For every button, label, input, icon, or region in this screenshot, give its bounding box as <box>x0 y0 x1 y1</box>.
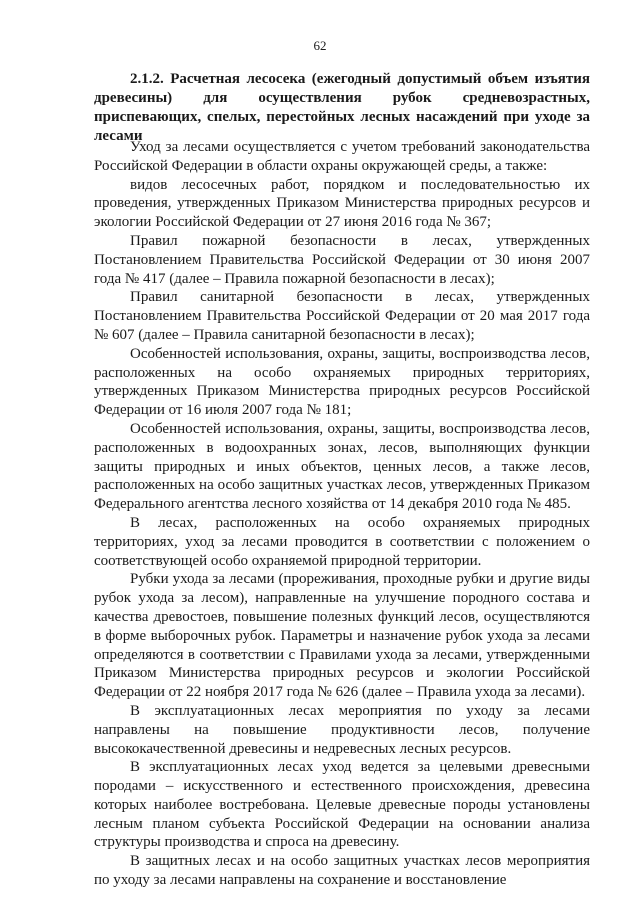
paragraph: В эксплуатационных лесах уход ведется за целевыми древесными породами – искусственного и естественного происхождения, древесина которых наиболее востребована. Целевые древесные породы установлены лесным планом субъекта Российской Федерации на основании анализа структуры производства и спроса на древесину. <box>94 759 590 851</box>
section-heading: 2.1.2. Расчетная лесосека (ежегодный допустимый объем изъятия древесины) для осуществления рубок средневозрастных, приспевающих, спелых, перестойных лесных насаждений при уходе за лесами <box>94 71 590 144</box>
paragraph: В эксплуатационных лесах мероприятия по уходу за лесами направлены на повышение продуктивности лесов, получение высококачественной древесины и недревесных лесных ресурсов. <box>94 702 590 757</box>
paragraph: Правил пожарной безопасности в лесах, утвержденных Постановлением Правительства Российской Федерации от 30 июня 2007 года № 417 (далее – Правила пожарной безопасности в лесах); <box>94 232 590 287</box>
paragraph: В защитных лесах и на особо защитных участках лесов мероприятия по уходу за лесами направлены на сохранение и восстановление <box>94 853 590 889</box>
paragraph: В лесах, расположенных на особо охраняемых природных территориях, уход за лесами проводится в соответствии с положением о соответствующей особо охраняемой природной территории. <box>94 514 590 569</box>
paragraph: видов лесосечных работ, порядком и последовательностью их проведения, утвержденных Приказом Министерства природных ресурсов и экологии Российской Федерации от 27 июня 2016 года № 367; <box>94 176 590 231</box>
document-body <box>94 138 590 890</box>
paragraph: Рубки ухода за лесами (прореживания, проходные рубки и другие виды рубок ухода за лесом), направленные на улучшение породного состава и качества древостоев, повышение полезных функций лесов, осуществляются в форме выборочных рубок. Параметры и назначение рубок ухода за лесами определяются в соответствии с Правилами ухода за лесами, утвержденными Приказом Министерства природных ресурсов и экологии Российской Федерации от 22 ноября 2017 года № 626 (далее – Правила ухода за лесами). <box>94 571 590 701</box>
paragraph: Уход за лесами осуществляется с учетом требований законодательства Российской Федерации в области охраны окружающей среды, а также: <box>94 139 590 174</box>
paragraph: Особенностей использования, охраны, защиты, воспроизводства лесов, расположенных в водоохранных зонах, лесов, выполняющих функции защиты природных и иных объектов, ценных лесов, а также лесов, расположенных на особо защитных участках лесов, утвержденных Приказом Федерального агентства лесного хозяйства от 14 декабря 2010 года № 485. <box>94 420 590 513</box>
page-number: 62 <box>313 38 327 53</box>
paragraph: Правил санитарной безопасности в лесах, утвержденных Постановлением Правительства Российской Федерации от 20 мая 2017 года № 607 (далее – Правила санитарной безопасности в лесах); <box>94 289 590 343</box>
paragraph: Особенностей использования, охраны, защиты, воспроизводства лесов, расположенных на особо охраняемых природных территориях, утвержденных Приказом Министерства природных ресурсов Российской Федерации от 16 июля 2007 года № 181; <box>94 345 590 419</box>
